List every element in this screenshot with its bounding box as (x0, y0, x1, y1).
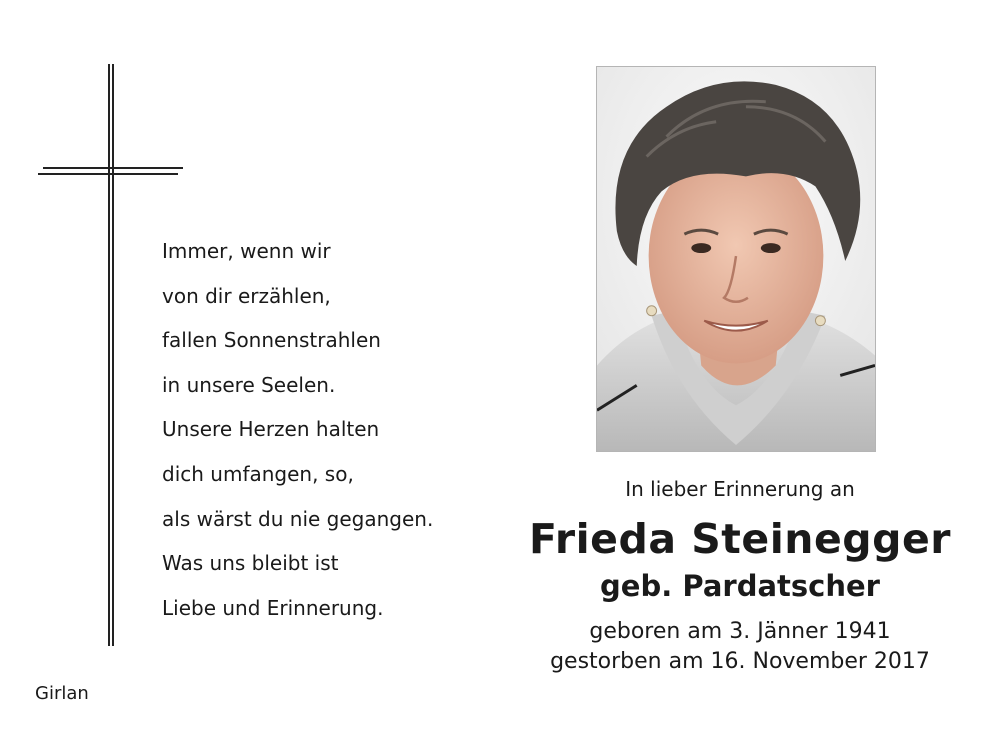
portrait-photo (596, 66, 876, 452)
poem-line: dich umfangen, so, (162, 461, 354, 486)
location-label: Girlan (35, 683, 89, 704)
poem-line: fallen Sonnenstrahlen (162, 328, 381, 353)
poem-line: Immer, wenn wir (162, 239, 331, 263)
cross-horizontal-line (38, 173, 178, 175)
cross-vertical-line (112, 64, 114, 646)
cross-vertical-line (108, 64, 110, 646)
cross-horizontal-line (43, 167, 183, 169)
poem-line: Was uns bleibt ist (162, 551, 339, 576)
death-date: gestorben am 16. November 2017 (550, 649, 930, 674)
poem-line: als wärst du nie gegangen. (162, 506, 434, 531)
deceased-name: Frieda Steinegger (529, 515, 951, 563)
memorial-intro: In lieber Erinnerung an (625, 477, 855, 501)
poem-line: Unsere Herzen halten (162, 417, 380, 442)
poem (162, 229, 433, 630)
poem-line: Liebe und Erinnerung. (162, 595, 384, 620)
poem-line: von dir erzählen, (162, 283, 331, 308)
poem-line: in unsere Seelen. (162, 372, 336, 397)
maiden-name: geb. Pardatscher (600, 569, 880, 603)
birth-date: geboren am 3. Jänner 1941 (589, 619, 891, 644)
portrait-illustration (597, 67, 875, 451)
